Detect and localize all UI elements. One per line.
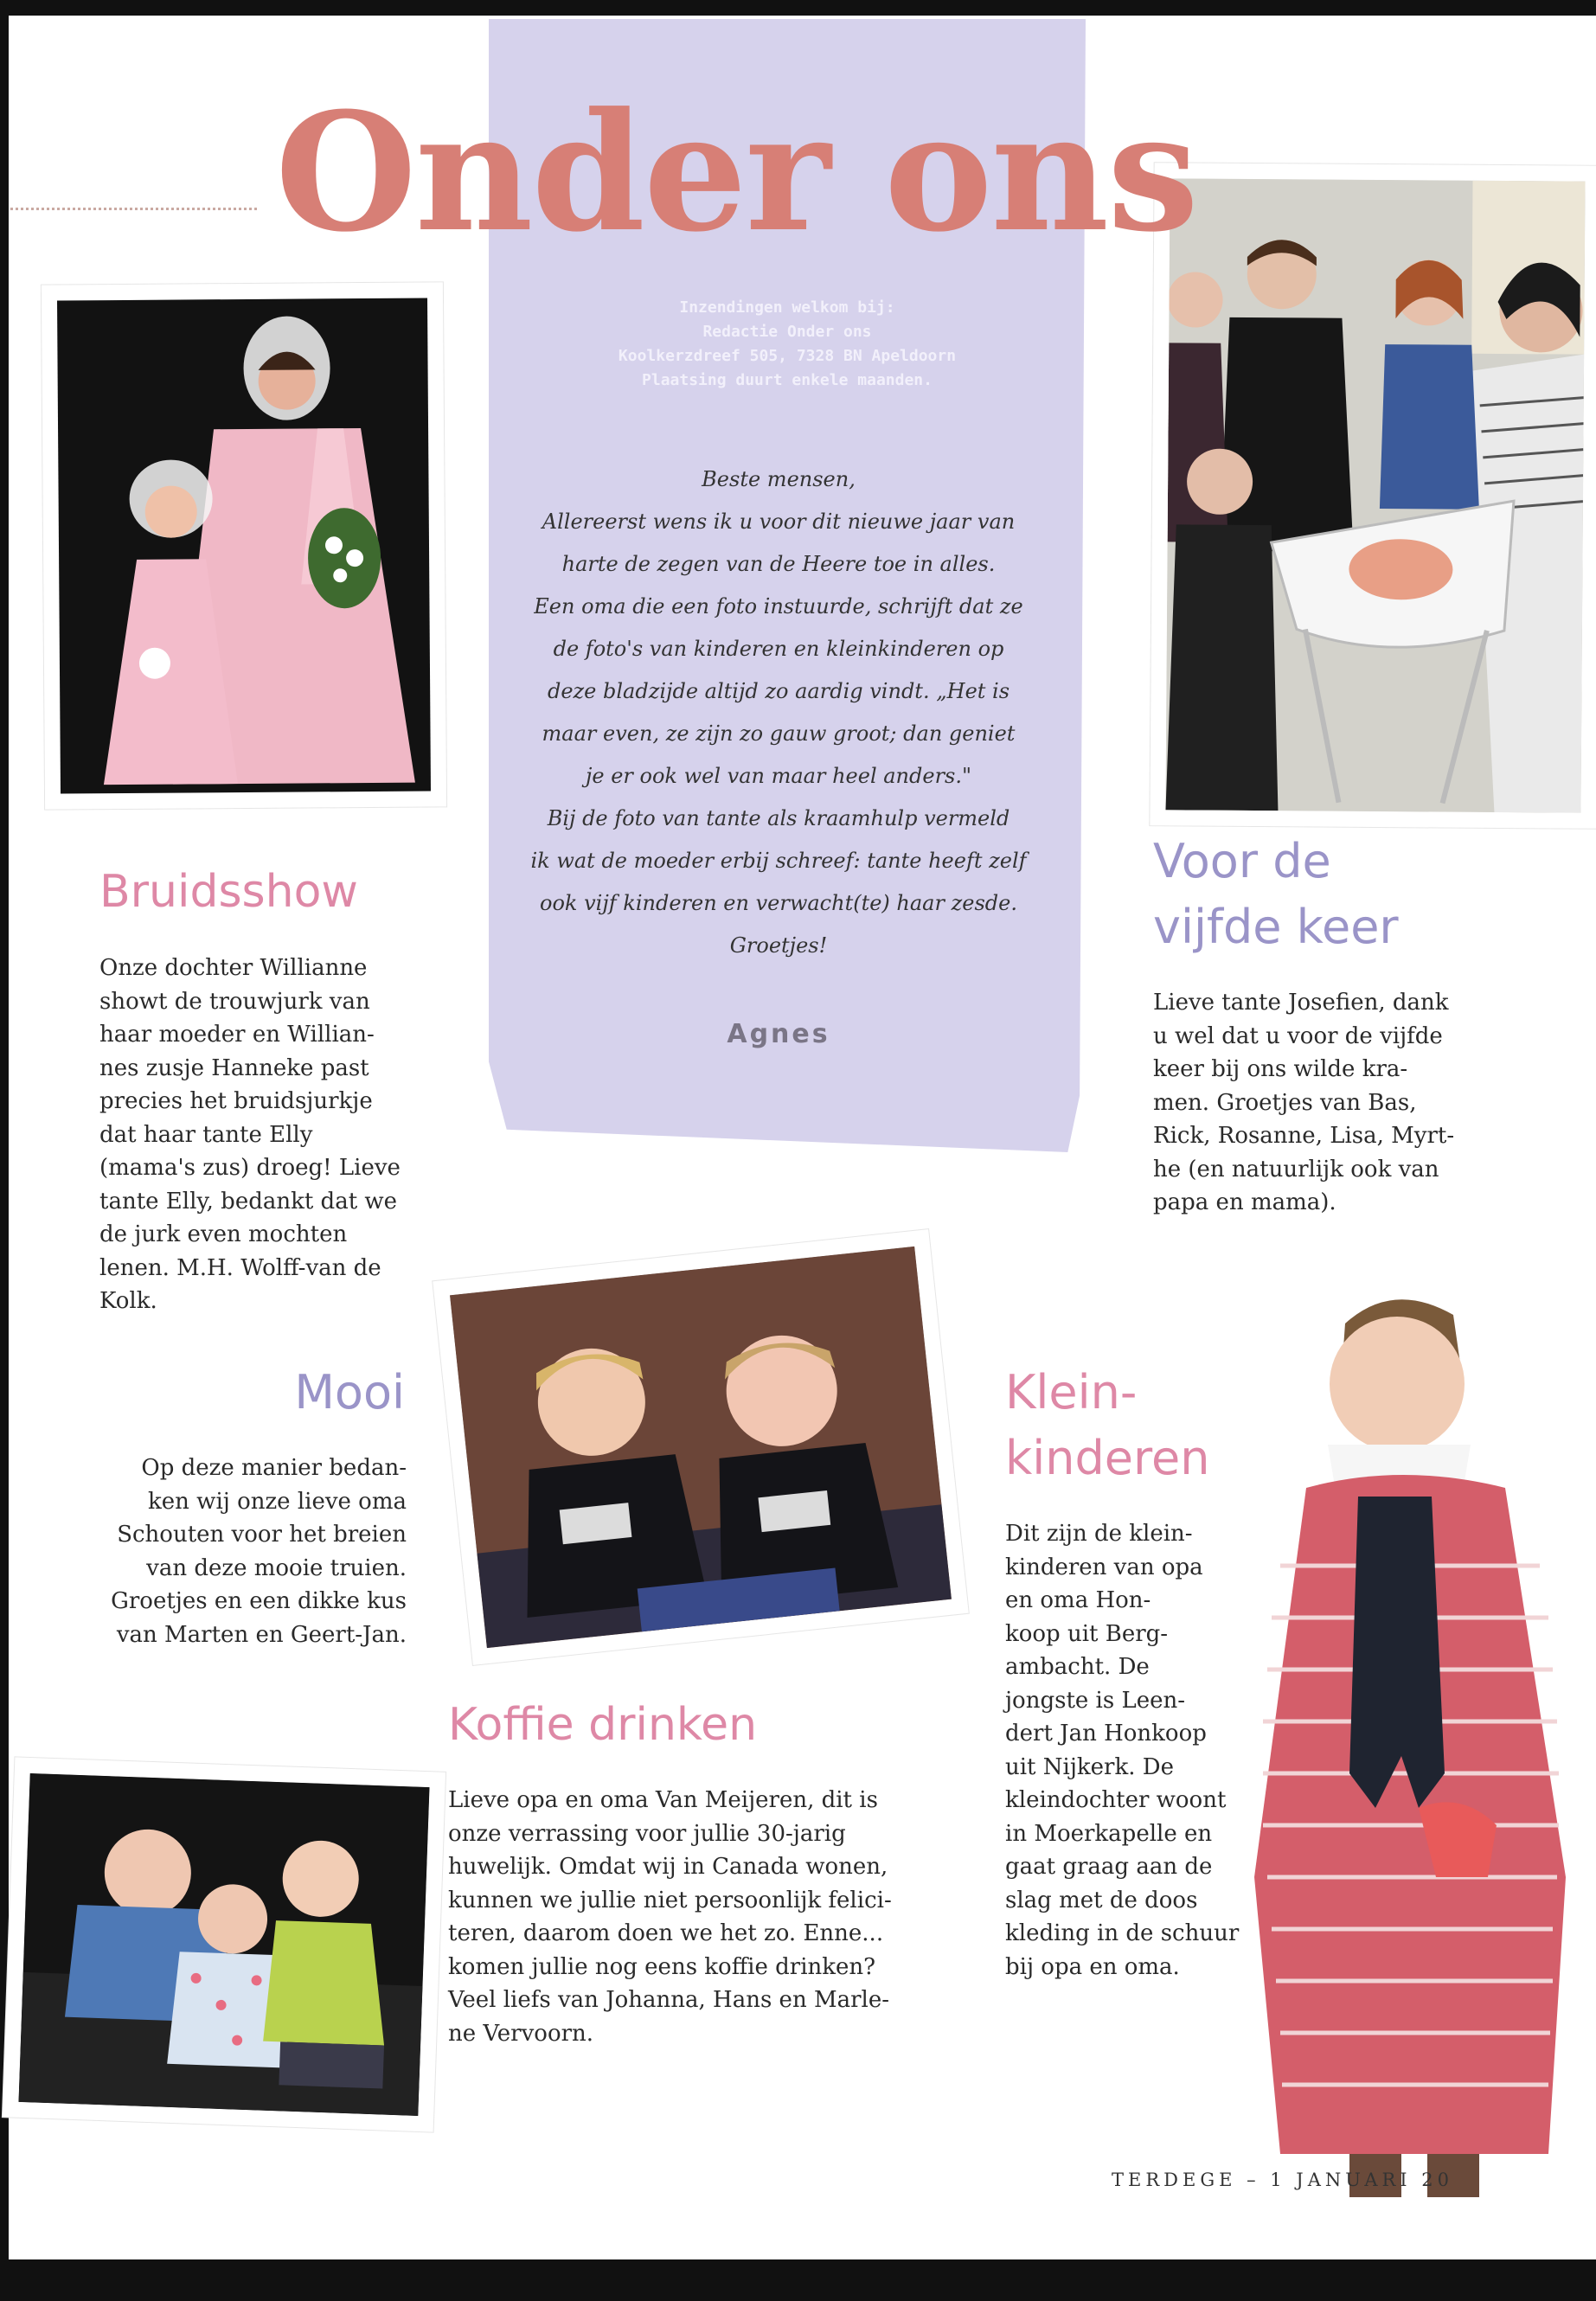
text-line: Onze dochter Willianne [99, 955, 368, 981]
text-line: kunnen we jullie niet persoonlijk felici- [448, 1887, 892, 1913]
text-line: dat haar tante Elly [99, 1121, 313, 1148]
scan-top-border [0, 0, 1596, 16]
heading-line: vijfde keer [1153, 900, 1399, 954]
letter-line: deze bladzijde altijd zo aardig vindt. „Het is [547, 679, 1010, 703]
heading-voor-de-vijfde-keer [1153, 829, 1399, 960]
letter-line: de foto's van kinderen en kleinkinderen op [553, 637, 1004, 661]
editor-letter [510, 458, 1047, 967]
letter-line: ook vijf kinderen en verwacht(te) haar zesde. [540, 891, 1017, 915]
text-line: en oma Hon- [1005, 1587, 1151, 1613]
text-line: ambacht. De [1005, 1654, 1150, 1680]
heading-bruidsshow: Bruidsshow [99, 866, 358, 918]
heading-line: kinderen [1005, 1431, 1210, 1485]
page-title: Onder ons [275, 77, 1197, 268]
twins-illustration [450, 1247, 952, 1648]
text-line: Kolk. [99, 1288, 157, 1314]
baby-bath-illustration [1165, 178, 1585, 812]
text-line: de jurk even mochten [99, 1221, 348, 1247]
text-bruidsshow [99, 952, 428, 1318]
heading-kleinkinderen [1005, 1360, 1209, 1491]
text-line: keer bij ons wilde kra- [1153, 1056, 1408, 1082]
submission-line: Inzendingen welkom bij: [679, 298, 895, 317]
letter-line: ik wat de moeder erbij schreef: tante heeft zelf [530, 849, 1027, 873]
text-line: kinderen van opa [1005, 1554, 1203, 1580]
text-vijfde-keer [1153, 986, 1499, 1220]
text-line: bij opa en oma. [1005, 1953, 1180, 1980]
text-line: van Marten en Geert-Jan. [116, 1621, 407, 1648]
text-line: Op deze manier bedan- [141, 1455, 407, 1481]
text-line: uit Nijkerk. De [1005, 1753, 1174, 1780]
sofa-children-illustration [19, 1773, 430, 2116]
text-line: nes zusje Hanneke past [99, 1054, 369, 1081]
text-line: men. Groetjes van Bas, [1153, 1089, 1417, 1116]
photo-children-baby-bath [1150, 163, 1596, 829]
letter-line: Een oma die een foto instuurde, schrijft dat ze [534, 594, 1023, 619]
text-line: dert Jan Honkoop [1005, 1721, 1207, 1747]
submission-info [519, 296, 1055, 393]
photo-twins-knitted-sweaters [433, 1229, 968, 1665]
text-line: Veel liefs van Johanna, Hans en Marle- [448, 1987, 889, 2013]
letter-line: Allereerst wens ik u voor dit nieuwe jaar van [542, 510, 1016, 534]
text-line: kleindochter woont [1005, 1787, 1227, 1813]
letter-line: maar even, ze zijn zo gauw groot; dan geniet [542, 721, 1016, 746]
page-footer: TERDEGE – 1 JANUARI 20 [1112, 2170, 1453, 2190]
text-line: he (en natuurlijk ook van [1153, 1156, 1439, 1183]
photo-bride-and-flower-girl [42, 282, 446, 809]
text-line: (mama's zus) droeg! Lieve [99, 1155, 401, 1181]
text-line: ne Vervoorn. [448, 2020, 594, 2047]
text-line: in Moerkapelle en [1005, 1820, 1213, 1847]
text-line: lenen. M.H. Wolff-van de [99, 1254, 381, 1281]
heading-koffie-drinken: Koffie drinken [448, 1699, 758, 1751]
text-line: haar moeder en Willian- [99, 1022, 375, 1048]
dotted-rule-left [10, 208, 257, 210]
text-line: teren, daarom doen we het zo. Enne... [448, 1920, 884, 1946]
text-line: kleding in de schuur [1005, 1920, 1240, 1946]
wedding-dress-illustration [57, 298, 431, 794]
text-line: Groetjes en een dikke kus [111, 1588, 407, 1614]
submission-line: Koolkerzdreef 505, 7328 BN Apeldoorn [618, 347, 957, 365]
text-line: komen jullie nog eens koffie drinken? [448, 1953, 876, 1980]
letter-line: Groetjes! [729, 933, 828, 958]
text-kleinkinderen [1005, 1517, 1265, 1984]
text-line: Lieve opa en oma Van Meijeren, dit is [448, 1787, 878, 1813]
text-line: papa en mama). [1153, 1189, 1336, 1215]
text-line: tante Elly, bedankt dat we [99, 1188, 398, 1215]
letter-line: Bij de foto van tante als kraamhulp vermeld [547, 806, 1010, 830]
text-line: van deze mooie truien. [146, 1554, 407, 1581]
text-line: koop uit Berg- [1005, 1620, 1169, 1647]
scan-bottom-border [0, 2259, 1596, 2301]
text-line: Lieve tante Josefien, dank [1153, 990, 1449, 1016]
text-line: onze verrassing voor jullie 30-jarig [448, 1820, 846, 1847]
photo-girl-in-dress-up [1246, 1272, 1574, 2206]
submission-line: Plaatsing duurt enkele maanden. [642, 371, 933, 389]
heading-mooi: Mooi [294, 1365, 405, 1420]
text-line: Dit zijn de klein- [1005, 1521, 1193, 1547]
heading-line: Klein- [1005, 1365, 1138, 1420]
text-line: gaat graag aan de [1005, 1854, 1213, 1880]
text-line: Rick, Rosanne, Lisa, Myrt- [1153, 1123, 1455, 1149]
text-line: ken wij onze lieve oma [148, 1488, 407, 1515]
text-line: Schouten voor het breien [117, 1522, 407, 1548]
submission-line: Redactie Onder ons [702, 323, 872, 341]
text-koffie-drinken [448, 1784, 933, 2050]
text-line: jongste is Leen- [1005, 1687, 1186, 1714]
letter-line: je er ook wel van maar heel anders." [585, 764, 972, 788]
letter-line: harte de zegen van de Heere toe in alles. [561, 552, 996, 576]
text-mooi [61, 1452, 407, 1651]
letter-line: Beste mensen, [702, 467, 856, 491]
text-line: u wel dat u voor de vijfde [1153, 1022, 1443, 1049]
text-line: precies het bruidsjurkje [99, 1088, 373, 1114]
heading-line: Voor de [1153, 834, 1331, 888]
text-line: showt de trouwjurk van [99, 988, 370, 1015]
text-line: slag met de doos [1005, 1887, 1198, 1913]
letter-signature: Agnes [727, 1019, 830, 1049]
text-line: huwelijk. Omdat wij in Canada wonen, [448, 1854, 888, 1880]
photo-three-grandchildren-sofa [3, 1757, 445, 2131]
